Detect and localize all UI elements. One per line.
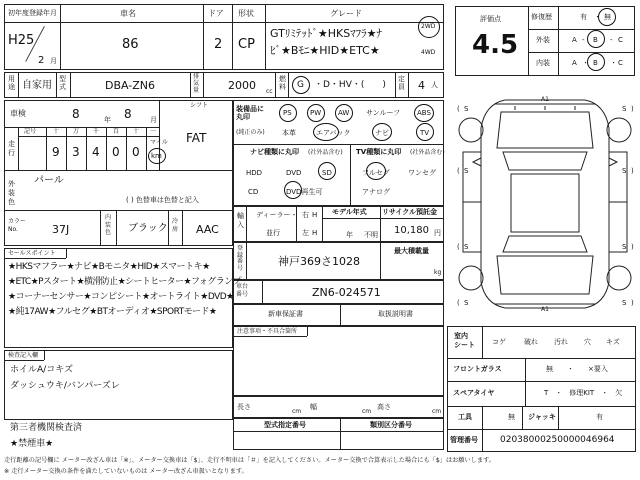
equip-pw: PW: [310, 109, 322, 117]
recycle-yen: 円: [434, 229, 441, 237]
shape-value: CP: [238, 37, 255, 52]
fuel-g: G: [297, 80, 304, 90]
footnote-1: 走行距離の記号欄に メーター改ざん車は「※」、メーター交換車は「$」、走行不明車は「＃」を記入してください。メーター交換で合算表示した場合にも「$」はお願いします。: [4, 457, 495, 464]
inspector-label: 検査記入欄: [8, 352, 39, 359]
ext-grade-c: C: [618, 36, 623, 44]
dim-length-cm: cm: [292, 408, 302, 415]
nav-type-label: ナビ種類に丸印: [250, 148, 299, 156]
displacement-value: 2000: [228, 79, 256, 92]
interior-label: 内装: [536, 59, 550, 67]
remarks-label: 注意事項・不具合箇所: [237, 328, 298, 335]
nav-dvd: DVD: [286, 169, 302, 177]
diagram-s-left-4: S: [464, 299, 469, 307]
front-glass-options: 無 ・ ×要入: [546, 365, 608, 373]
diagram-paren-close-2: ): [631, 167, 634, 175]
tools-label: 工具: [458, 413, 472, 421]
nav-dvd-play: DVD再生可: [286, 188, 323, 196]
nav-type-sub: (社外品含む): [308, 149, 343, 156]
inspection-label: 車検: [10, 109, 26, 118]
repaint-note: ( ) 色替車は色替と記入: [126, 196, 199, 204]
repair-none: 無: [604, 13, 611, 21]
diagram-paren-open-1: (: [457, 105, 460, 113]
diagram-paren-close-3: ): [631, 243, 634, 251]
model-year-label: モデル年式: [332, 208, 367, 216]
tv-fullseg: フルセグ: [362, 169, 390, 177]
equip-sunroof: サンルーフ: [366, 109, 401, 117]
management-label: 管理番号: [450, 436, 478, 444]
import-dealer: ディーラー・: [256, 211, 298, 219]
capacity-value: 4: [418, 79, 425, 92]
inspection-year: 8: [72, 107, 80, 121]
exterior-color-label: 外 装 色: [8, 180, 15, 206]
sales-point-line-2: ★ETC★Pスタート★横滑防止★シートヒーター★フォグランプ: [8, 277, 241, 287]
owners-manual: 取扱説明書: [378, 310, 413, 318]
grade-label: グレード: [330, 9, 362, 18]
capacity-unit: 人: [431, 81, 438, 89]
nav-cd: CD: [248, 188, 259, 196]
equip-navi: ナビ: [375, 129, 389, 137]
displacement-label: 排 気 量: [193, 73, 200, 94]
nav-sd: SD: [322, 169, 332, 177]
diagram-paren-open-4: (: [457, 299, 460, 307]
diagram-s-right-3: S: [622, 243, 627, 251]
mileage-digit-100: 4: [92, 145, 100, 159]
ext-grade-b: B: [593, 36, 598, 44]
type-cert-label: 型式指定番号: [264, 421, 306, 429]
footnote-2: ※ 走行メーター交換の条件を満たしていないものは メーター改ざん車扱いとなります。: [4, 468, 248, 475]
diagram-a1-bottom: A1: [541, 306, 549, 313]
tv-analog: アナログ: [362, 188, 390, 196]
door-value: 2: [214, 37, 223, 52]
plate-label: 登 録 番 号: [237, 245, 244, 272]
tools-value: 無: [508, 413, 515, 421]
import-right: 右: [302, 211, 309, 219]
max-load-kg: kg: [434, 269, 442, 276]
management-value: 02038000250000046964: [500, 435, 615, 445]
nav-hdd: HDD: [246, 169, 263, 177]
sales-points-label: セールスポイント: [8, 250, 56, 257]
import-right-h: H: [312, 211, 318, 219]
spare-tire-options: T ・ 修理KIT ・ 欠: [544, 389, 623, 397]
sheet-dirt: 汚れ: [554, 338, 568, 346]
displacement-unit: cc: [266, 88, 273, 95]
repair-sep: ・: [594, 13, 601, 21]
third-party-label: 第三者機関検査済: [10, 423, 83, 433]
inspection-month-unit: 月: [150, 116, 157, 124]
interior-sheet-label: 室内 シート: [454, 332, 475, 350]
mileage-unit-10k: 万: [73, 128, 80, 135]
int-dot2: ・: [610, 59, 617, 67]
equipment-label: 装備品に丸印: [236, 105, 264, 122]
interior-color-label: 内 装 色: [105, 214, 112, 236]
max-load-label: 最大積載量: [394, 247, 429, 255]
score-value: 4.5: [472, 30, 519, 60]
mileage-unit-100k: 十: [53, 128, 60, 135]
chassis-value: ZN6-024571: [312, 286, 381, 299]
km-label: km: [151, 152, 162, 160]
dimensions-row: [233, 396, 444, 418]
mileage-unit-code: 記号: [24, 128, 37, 135]
equip-airbag: エアバック: [316, 129, 351, 137]
jack-value: 有: [596, 413, 603, 421]
exterior-label: 外装: [536, 36, 550, 44]
first-reg-label: 初年度登録年月: [8, 9, 57, 17]
new-car-warranty: 新車保証書: [268, 310, 303, 318]
class-num-label: 類別区分番号: [370, 421, 412, 429]
model-value: DBA-ZN6: [105, 79, 156, 92]
sheet-scratch: キズ: [606, 338, 620, 346]
first-reg-month: 2: [38, 55, 45, 66]
jack-label: ジャッキ: [528, 413, 556, 421]
diagram-paren-close-1: ): [631, 105, 634, 113]
diagram-s-left: S: [464, 105, 469, 113]
third-party-value: ★禁煙車★: [10, 439, 54, 449]
grade-line1: GTﾘﾐﾃｯﾄﾞ★HKSﾏﾌﾗ★ﾅ: [270, 27, 383, 40]
mileage-digit-10: 0: [112, 145, 120, 159]
import-parallel: 並行: [266, 229, 280, 237]
ac-label: 冷 房: [172, 218, 179, 234]
color-code-value: 37J: [52, 223, 70, 236]
first-reg-era-year: H25: [8, 33, 35, 48]
use-value: 自家用: [22, 80, 52, 91]
dim-height-cm: cm: [432, 408, 442, 415]
tv-type-sub: (社外品含む): [410, 149, 445, 156]
first-reg-month-unit: 月: [50, 57, 57, 65]
tv-oneseg: ワンセグ: [408, 169, 436, 177]
fuel-label: 燃 料: [279, 75, 286, 92]
recycle-value: 10,180: [394, 225, 429, 236]
int-dot1: ・: [582, 59, 589, 67]
inspector-line-1: ホイルA/コキズ: [10, 365, 74, 375]
ext-grade-a: A: [572, 36, 577, 44]
color-code-label: カラー No.: [8, 218, 27, 234]
recycle-label: リサイクル預託金: [382, 208, 438, 216]
diagram-paren-open-3: (: [457, 243, 460, 251]
ext-dash1: -: [582, 36, 585, 44]
mileage-digit-1: 0: [132, 145, 140, 159]
import-label: 輸 入: [237, 212, 244, 230]
shift-value: FAT: [186, 131, 207, 145]
sheet-hole: 穴: [584, 338, 591, 346]
diagram-paren-close-4: ): [631, 299, 634, 307]
sheet-tear: 破れ: [524, 338, 538, 346]
shift-label: シフト: [190, 102, 209, 109]
int-grade-a: A: [572, 59, 577, 67]
repair-yes: 有: [580, 13, 587, 21]
sales-point-line-4: ★純17AW★フルセグ★BTオーディオ★SPORTモード★: [8, 307, 217, 317]
chassis-label: 車台 番号: [236, 283, 249, 298]
sales-point-line-3: ★コーナーセンサー★コンピシート★オートライト★DVD★: [8, 292, 234, 302]
front-glass-label: フロントガラス: [453, 365, 502, 373]
model-year-unknown: 不明: [364, 231, 378, 239]
diagram-s-right: S: [622, 105, 627, 113]
model-label: 型 式: [59, 75, 66, 92]
mileage-digit-10k: 9: [52, 145, 60, 159]
ac-value: AAC: [196, 223, 219, 236]
dim-width: 幅: [310, 403, 317, 411]
diagram-a1-top: A1: [541, 96, 549, 103]
sheet-burn: コゲ: [492, 338, 506, 346]
grade-line2: ﾋﾞ★Bﾓﾆ★HID★ETC★: [270, 44, 380, 57]
sales-point-line-1: ★HKSマフラー★ナビ★Bモニタ★HID★スマートキ★: [8, 262, 210, 272]
exterior-color-value: パール: [34, 175, 64, 186]
inspection-month: 8: [124, 107, 132, 121]
interior-color-value: ブラック: [128, 223, 168, 234]
equip-leather: 本革: [282, 129, 296, 137]
car-name-value: 86: [122, 37, 139, 52]
dim-height: 高さ: [377, 403, 391, 411]
score-label: 評価点: [480, 15, 501, 23]
drive-4wd: 4WD: [421, 49, 436, 56]
dim-length: 長さ: [237, 403, 251, 411]
mileage-label: 走 行: [8, 140, 15, 158]
equip-tv: TV: [420, 129, 430, 137]
car-name-label: 車名: [120, 9, 136, 18]
int-grade-c: C: [618, 59, 623, 67]
mileage-unit-100: 百: [113, 128, 120, 135]
door-label: ドア: [208, 9, 224, 18]
int-grade-b: B: [593, 59, 598, 67]
equipment-sublabel: (純正のみ): [236, 129, 265, 136]
use-label: 用 途: [8, 75, 15, 92]
equip-ps: PS: [283, 109, 292, 117]
import-left-h: H: [312, 229, 318, 237]
drive-2wd: 2WD: [421, 23, 436, 30]
diagram-paren-open-2: (: [457, 167, 460, 175]
shape-label: 形状: [238, 9, 254, 18]
equip-aw: AW: [338, 109, 350, 117]
equip-abs: ABS: [417, 109, 431, 117]
inspector-line-2: ダッシュウキ/バンパーズレ: [10, 381, 120, 391]
repair-label: 修復歴: [531, 13, 552, 21]
mile-label: マイル: [150, 139, 168, 146]
diagram-s-left-3: S: [464, 243, 469, 251]
inspection-year-unit: 年: [104, 116, 111, 124]
mileage-unit-10: 十: [133, 128, 140, 135]
diagram-s-left-2: S: [464, 167, 469, 175]
diagram-s-right-2: S: [622, 167, 627, 175]
tv-type-label: TV種類に丸印: [356, 148, 402, 156]
import-left: 左: [302, 229, 309, 237]
plate-value: 神戸369さ1028: [278, 255, 360, 268]
model-year-unit: 年: [346, 231, 353, 239]
fuel-rest: ・D・HV・( ): [314, 80, 386, 90]
diagram-s-right-4: S: [622, 299, 627, 307]
car-damage-diagram: [455, 82, 635, 322]
dim-width-cm: cm: [362, 408, 372, 415]
capacity-label: 定 員: [398, 75, 405, 92]
spare-tire-label: スペアタイヤ: [453, 389, 495, 397]
ext-dash2: -: [610, 36, 613, 44]
mileage-unit-1k: 千: [93, 128, 100, 135]
mileage-unit-1: 一: [150, 128, 157, 135]
mileage-digit-1k: 3: [72, 145, 80, 159]
